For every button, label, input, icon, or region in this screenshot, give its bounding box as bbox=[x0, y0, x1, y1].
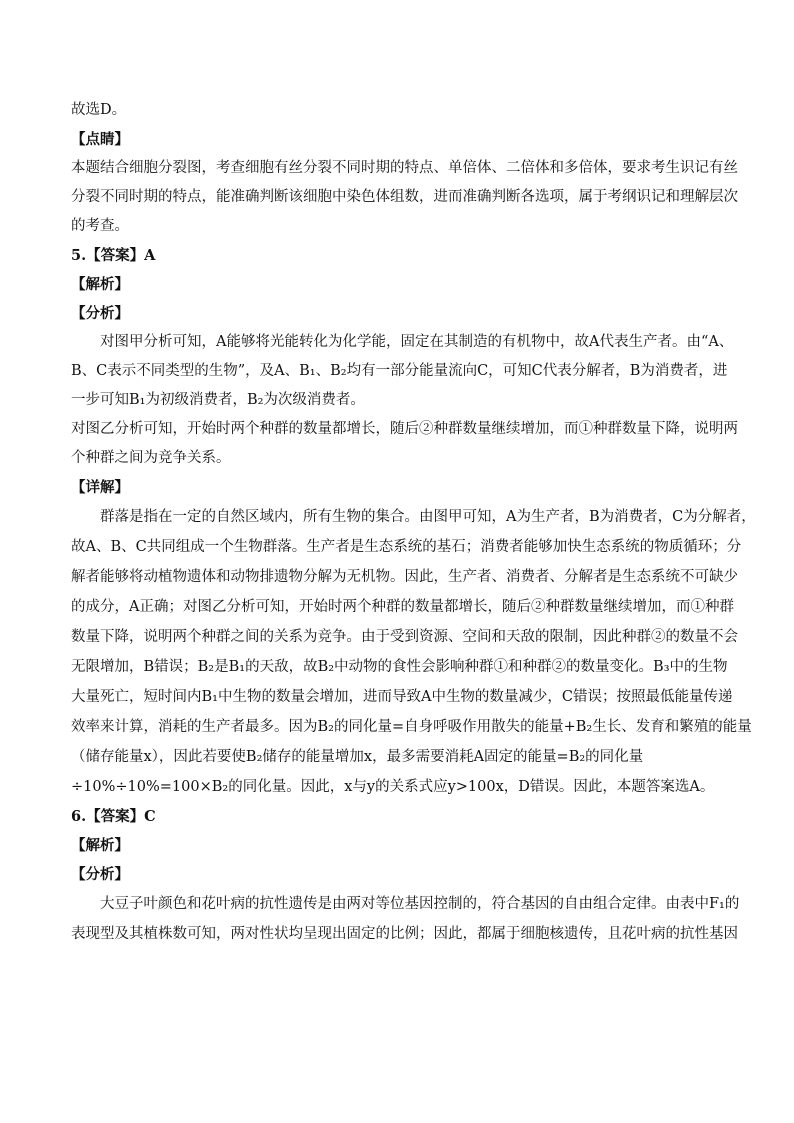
text-line: 大豆子叶颜色和花叶病的抗性遗传是由两对等位基因控制的，符合基因的自由组合定律。由表中F₁的 bbox=[100, 896, 740, 912]
text-line: 个种群之间为竞争关系。 bbox=[71, 450, 231, 466]
document-page bbox=[71, 96, 756, 949]
section-heading: 【分析】 bbox=[71, 866, 129, 883]
text-line: 群落是指在一定的自然区域内，所有生物的集合。由图甲可知，A为生产者，B为消费者，C为分解者， bbox=[100, 509, 756, 525]
section-heading: 【点睛】 bbox=[71, 131, 129, 148]
text-line: 本题结合细胞分裂图，考查细胞有丝分裂不同时期的特点、单倍体、二倍体和多倍体，要求考生识记有丝 bbox=[71, 160, 738, 176]
section-heading: 【解析】 bbox=[71, 276, 129, 293]
text-line: 的成分，A正确；对图乙分析可知，开始时两个种群的数量都增长，随后②种群数量继续增加，而①种群 bbox=[71, 599, 734, 615]
text-line: 数量下降，说明两个种群之间的关系为竞争。由于受到资源、空间和天敌的限制，因此种群②的数量不会 bbox=[71, 629, 738, 645]
text-line: 故A、B、C共同组成一个生物群落。生产者是生态系统的基石；消费者能够加快生态系统的物质循环；分 bbox=[71, 539, 742, 555]
section-heading: 【分析】 bbox=[71, 305, 129, 322]
text-line: 效率来计算，消耗的生产者最多。因为B₂的同化量=自身呼吸作用散失的能量+B₂生长、发育和繁殖的能量 bbox=[71, 719, 752, 735]
text-line: 故选D。 bbox=[71, 102, 127, 118]
text-line: 对图乙分析可知，开始时两个种群的数量都增长，随后②种群数量继续增加，而①种群数量下降，说明两 bbox=[71, 421, 738, 437]
text-line: 的考查。 bbox=[71, 218, 129, 234]
text-line: 表现型及其植株数可知，两对性状均呈现出固定的比例；因此，都属于细胞核遗传，且花叶病的抗性基因 bbox=[71, 926, 738, 942]
text-line: ÷10%÷10%=100×B₂的同化量。因此，x与y的关系式应y>100x，D错误。因此，本题答案选A。 bbox=[71, 779, 715, 795]
text-line: B、C表示不同类型的生物”，及A、B₁、B₂均有一部分能量流向C，可知C代表分解者，B为消费者，进 bbox=[71, 363, 728, 379]
text-line: 分裂不同时期的特点，能准确判断该细胞中染色体组数，进而准确判断各选项，属于考纲识记和理解层次 bbox=[71, 189, 738, 205]
section-heading: 【解析】 bbox=[71, 837, 129, 854]
text-line: 解者能够将动植物遗体和动物排遗物分解为无机物。因此，生产者、消费者、分解者是生态系统不可缺少 bbox=[71, 569, 738, 585]
text-line: 对图甲分析可知，A能够将光能转化为化学能，固定在其制造的有机物中，故A代表生产者。由“A、 bbox=[100, 334, 734, 350]
answer-heading: 5.【答案】A bbox=[71, 247, 156, 264]
text-line: 无限增加，B错误；B₂是B₁的天敌，故B₂中动物的食性会影响种群①和种群②的数量变化。B₃中的生物 bbox=[71, 659, 728, 675]
section-heading: 【详解】 bbox=[71, 479, 129, 496]
text-line: （储存能量x），因此若要使B₂储存的能量增加x，最多需要消耗A固定的能量=B₂的同化量 bbox=[71, 749, 644, 765]
answer-heading: 6.【答案】C bbox=[71, 808, 156, 825]
text-line: 一步可知B₁为初级消费者，B₂为次级消费者。 bbox=[71, 392, 365, 408]
text-line: 大量死亡，短时间内B₁中生物的数量会增加，进而导致A中生物的数量减少，C错误；按照最低能量传递 bbox=[71, 689, 733, 705]
